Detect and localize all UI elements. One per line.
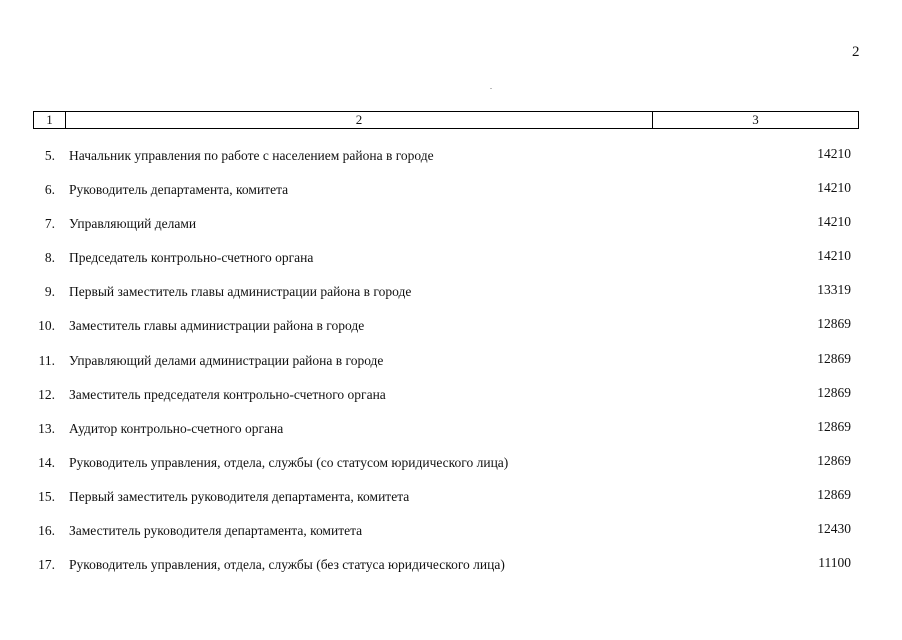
list-item xyxy=(33,316,859,350)
list-item xyxy=(33,521,859,555)
column-header-1: 1 xyxy=(34,112,66,128)
page-number: 2 xyxy=(852,44,860,60)
item-value: 12430 xyxy=(817,521,851,537)
item-value: 12869 xyxy=(817,316,851,332)
item-number: 12. xyxy=(38,386,55,402)
list-item xyxy=(33,351,859,385)
column-header-2: 2 xyxy=(66,112,653,128)
item-title: Заместитель председателя контрольно-счетного органа xyxy=(69,386,386,402)
item-title: Руководитель управления, отдела, службы (со статусом юридического лица) xyxy=(69,454,509,470)
item-value: 12869 xyxy=(817,418,851,434)
item-number: 16. xyxy=(38,523,55,539)
item-title: Аудитор контрольно-счетного органа xyxy=(69,420,284,436)
scan-speck xyxy=(490,88,492,89)
item-value: 12869 xyxy=(817,384,851,400)
item-number: 17. xyxy=(38,557,55,573)
item-value: 14210 xyxy=(817,214,851,230)
item-number: 6. xyxy=(44,182,55,198)
item-number: 9. xyxy=(44,284,55,300)
list-item xyxy=(33,248,859,282)
item-value: 14210 xyxy=(817,248,851,264)
item-title: Руководитель департамента, комитета xyxy=(69,182,289,198)
item-number: 10. xyxy=(38,318,55,334)
item-number: 7. xyxy=(44,216,55,232)
item-number: 5. xyxy=(44,148,55,163)
item-title: Первый заместитель руководителя департамента, комитета xyxy=(69,488,410,504)
item-number: 8. xyxy=(44,250,55,266)
item-value: 12869 xyxy=(817,350,851,366)
column-header-table xyxy=(33,111,859,129)
list-item xyxy=(33,214,859,248)
list-item xyxy=(33,385,859,419)
item-title: Управляющий делами xyxy=(69,216,197,232)
item-number: 11. xyxy=(38,352,55,368)
item-value: 13319 xyxy=(817,282,851,298)
item-title: Первый заместитель главы администрации района в городе xyxy=(69,284,412,300)
position-list xyxy=(33,146,859,589)
item-number: 15. xyxy=(38,488,55,504)
list-item xyxy=(33,419,859,453)
list-item xyxy=(33,555,859,589)
item-title: Заместитель главы администрации района в городе xyxy=(69,318,365,334)
item-value: 11100 xyxy=(818,555,851,571)
list-item xyxy=(33,453,859,487)
item-value: 14210 xyxy=(817,146,851,161)
item-title: Председатель контрольно-счетного органа xyxy=(69,250,314,266)
item-number: 14. xyxy=(38,454,55,470)
item-value: 12869 xyxy=(817,452,851,468)
item-title: Заместитель руководителя департамента, комитета xyxy=(69,523,363,539)
column-header-3: 3 xyxy=(752,112,759,127)
list-item xyxy=(33,487,859,521)
item-value: 12869 xyxy=(817,486,851,502)
item-number: 13. xyxy=(38,420,55,436)
list-item xyxy=(33,282,859,316)
list-item xyxy=(33,180,859,214)
item-title: Руководитель управления, отдела, службы (без статуса юридического лица) xyxy=(69,557,505,573)
item-title: Начальник управления по работе с населением района в городе xyxy=(69,148,434,163)
item-title: Управляющий делами администрации района в городе xyxy=(69,352,384,368)
list-item xyxy=(33,146,859,180)
item-value: 14210 xyxy=(817,180,851,196)
